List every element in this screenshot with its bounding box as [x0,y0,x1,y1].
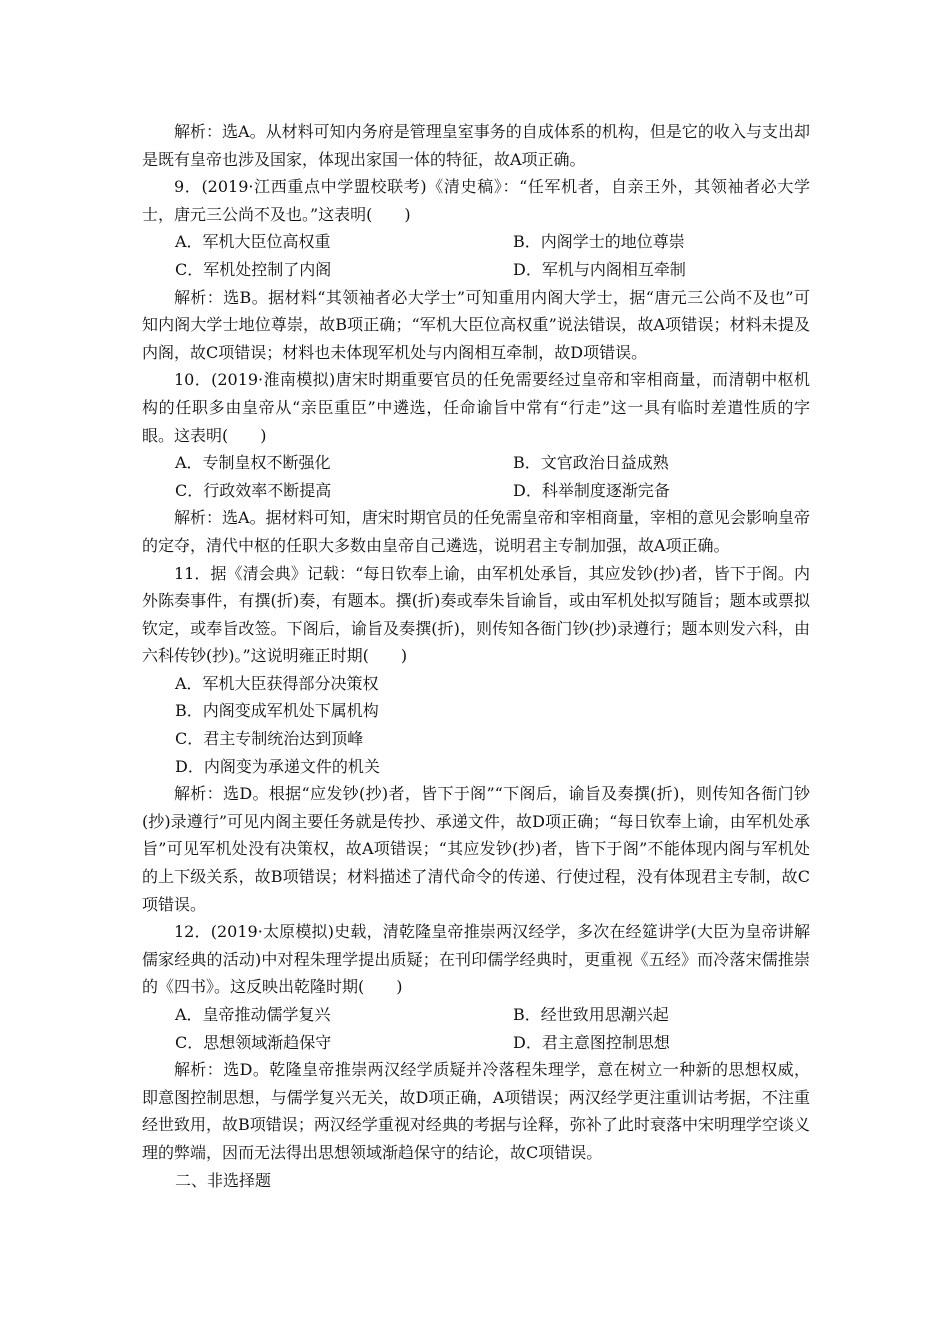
option-c: C．思想领域渐趋保守 [175,1032,332,1052]
option-d: D．军机与内阁相互牵制 [513,259,686,279]
question-11-stem: 11．据《清会典》记载：“每日钦奉上谕，由军机处承旨，其应发钞(抄)者，皆下于阁。内外陈奏事件，有撰(折)奏，有题本。撰(折)奏或奉朱旨谕旨，或由军机处拟写随旨；题本或票拟钦定，或奉旨改签。下阁后，谕旨及奏撰(折)，则传知各衙门钞(抄)录遵行；题本则发六科，由六科传钞(抄)。”这说明雍正时期( ) [142,563,810,666]
option-c: C．行政效率不断提高 [175,480,332,500]
question-9-stem: 9．(2019·江西重点中学盟校联考)《清史稿》：“任军机者，自亲王外，其领袖者必大学士，唐元三公尚不及也。”这表明( ) [142,177,810,224]
option-d: D．内阁变为承递文件的机关 [175,756,380,776]
question-9-options-ab [142,228,810,256]
paragraph-analysis-12: 解析：选D。乾隆皇帝推崇两汉经学质疑并冷落程朱理学，意在树立一种新的思想权威，即意图控制思想，与儒学复兴无关，故D项正确，A项错误；两汉经学更注重训诂考据，不注重经世致用，故B项错误；两汉经学重视对经典的考据与诠释，弥补了此时衰落中宋明理学空谈义理的弊端，因而无法得出思想领域渐趋保守的结论，故C项错误。 [142,1060,810,1162]
option-d: D．君主意图控制思想 [513,1032,670,1052]
paragraph-analysis-8: 解析：选A。从材料可知内务府是管理皇室事务的自成体系的机构，但是它的收入与支出却是既有皇帝也涉及国家，体现出家国一体的特征，故A项正确。 [142,122,810,169]
option-a: A．军机大臣位高权重 [175,232,331,252]
paragraph-analysis-11: 解析：选D。根据“应发钞(抄)者，皆下于阁”“下阁后，谕旨及奏撰(折)，则传知各衙门钞(抄)录遵行”可见内阁主要任务就是传抄、承递文件，故D项正确；“每日钦奉上谕，由军机处承旨”可见军机处没有决策权，故A项错误；“其应发钞(抄)者，皆下于阁”不能体现内阁与军机处的上下级关系，故B项错误；材料描述了清代命令的传递、行使过程，没有体现君主专制，故C项错误。 [142,784,810,914]
paragraph-analysis-10: 解析：选A。据材料可知，唐宋时期官员的任免需皇帝和宰相商量，宰相的意见会影响皇帝的定夺，清代中枢的任职大多数由皇帝自己遴选，说明君主专制加强，故A项正确。 [142,508,810,555]
question-10-options-ab [142,449,810,477]
question-12-stem: 12．(2019·太原模拟)史载，清乾隆皇帝推崇两汉经学，多次在经筵讲学(大臣为皇帝讲解儒家经典的活动)中对程朱理学提出质疑；在刊印儒学经典时，更重视《五经》而冷落宋儒推崇的《四书》。这反映出乾隆时期( ) [142,922,810,997]
option-b: B．内阁学士的地位尊崇 [513,232,685,252]
option-b: B．文官政治日益成熟 [513,453,669,473]
option-c: C．军机处控制了内阁 [175,259,332,279]
question-10-options-cd [142,477,810,505]
option-a: A．军机大臣获得部分决策权 [175,673,379,693]
option-c: C．君主专制统治达到顶峰 [175,729,364,749]
option-d: D．科举制度逐渐完备 [513,480,670,500]
paragraph-analysis-9: 解析：选B。据材料“其领袖者必大学士”可知重用内阁大学士，据“唐元三公尚不及也”可知内阁大学士地位尊崇，故B项正确；“军机大臣位高权重”说法错误，故A项错误；材料未提及内阁，故C项错误；材料也未体现军机处与内阁相互牵制，故D项错误。 [142,287,810,362]
question-12-options-ab [142,1001,810,1029]
option-b: B．经世致用思潮兴起 [513,1005,669,1024]
option-b: B．内阁变成军机处下属机构 [175,701,379,721]
question-10-stem: 10．(2019·淮南模拟)唐宋时期重要官员的任免需要经过皇帝和宰相商量，而清朝中枢机构的任职多由皇帝从“亲臣重臣”中遴选，任命谕旨中常有“行走”这一具有临时差遣性质的字眼。这表明( ) [142,370,810,445]
question-9-options-cd [142,256,810,284]
section-heading: 二、非选择题 [175,1170,272,1190]
option-a: A．皇帝推动儒学复兴 [175,1005,331,1024]
question-12-options-cd [142,1029,810,1057]
option-a: A．专制皇权不断强化 [175,453,331,473]
